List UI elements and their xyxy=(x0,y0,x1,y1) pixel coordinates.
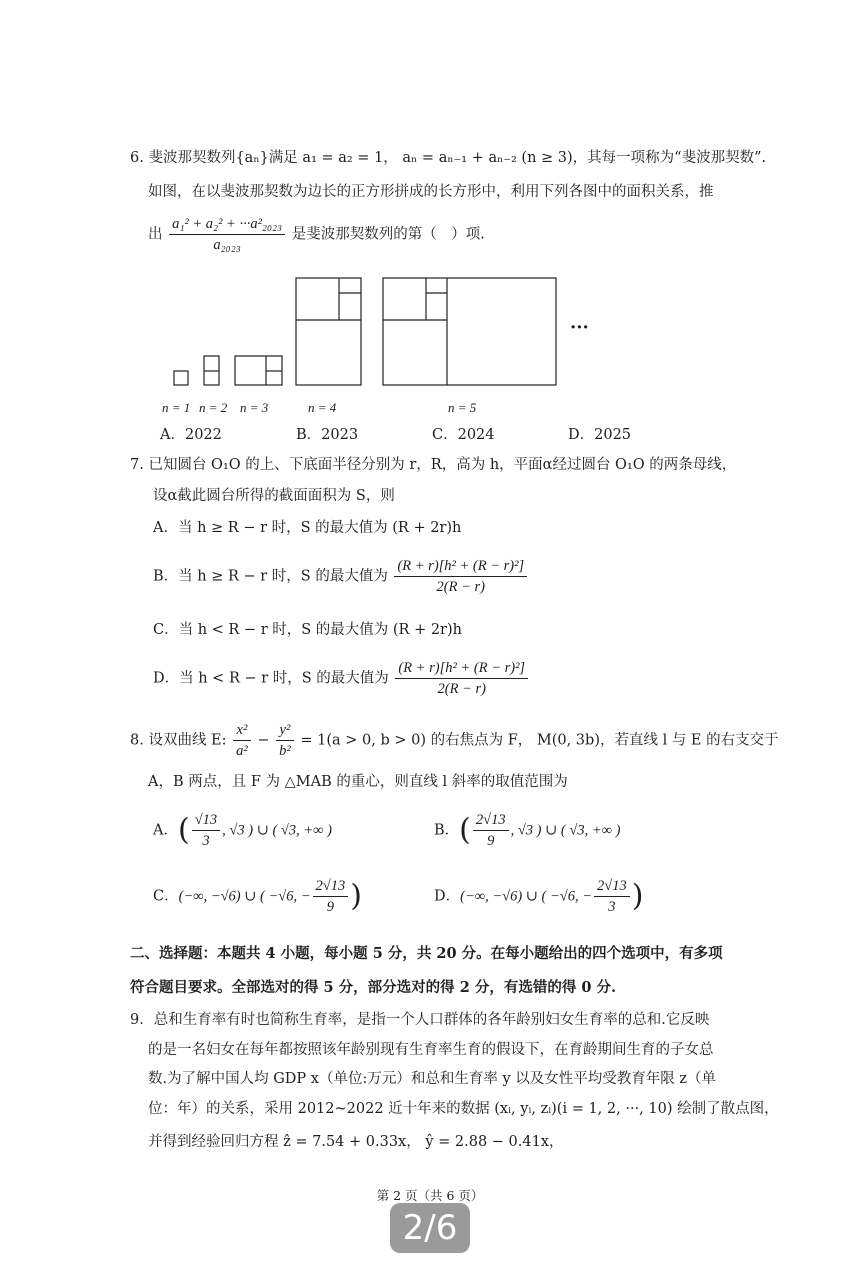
q6-option-b: B．2023 xyxy=(296,427,359,443)
figure-label-n4: n = 4 xyxy=(308,400,337,415)
figure-label-n5: n = 5 xyxy=(448,400,477,415)
q9-line-2: 的是一名妇女在每年都按照该年龄别现有生育率生育的假设下，在育龄期间生育的子女总 xyxy=(148,1042,714,1058)
q8-option-d-prefix: (−∞, −√6) ∪ ( −√6, − xyxy=(460,888,593,905)
q8-option-c-numerator: 2√13 xyxy=(313,876,349,897)
q8-y-fraction xyxy=(276,720,294,761)
q7-option-d-numerator: (R + r)[h² + (R − r)²] xyxy=(395,658,528,679)
page-indicator-badge: 2/6 xyxy=(390,1203,470,1253)
q8-option-b-numerator: 2√13 xyxy=(473,810,509,831)
q8-option-d: D．(−∞, −√6) ∪ ( −√6, − $\frac{2√13}{3}$ ) xyxy=(434,878,644,915)
q8-option-c-label: C． xyxy=(153,888,179,905)
figure-n5-rect xyxy=(383,278,556,385)
q8-option-c-fraction xyxy=(313,876,349,917)
q8-option-c: C．(−∞, −√6) ∪ ( −√6, − $\frac{2√13}{9}$ ) xyxy=(153,878,362,915)
q8-option-d-label: D． xyxy=(434,888,461,905)
q8-x-numerator: x² xyxy=(233,720,251,741)
q8-line-2: A，B 两点，且 F 为 △MAB 的重心，则直线 l 斜率的取值范围为 xyxy=(148,774,568,790)
q6-line-3 xyxy=(148,214,485,255)
q7-option-b-text: B．当 h ≥ R − r 时，S 的最大值为 xyxy=(153,568,388,585)
q7-option-d-denominator: 2(R − r) xyxy=(437,681,486,697)
q8-line-1-suffix: = 1(a > 0, b > 0) 的右焦点为 F， M(0, 3b)，若直线 l 与 E 的右支交于 xyxy=(300,732,779,749)
q7-option-d-text: D．当 h < R − r 时，S 的最大值为 xyxy=(153,670,389,687)
q7-line-2: 设α截此圆台所得的截面面积为 S，则 xyxy=(153,488,395,504)
q7-option-b-fraction xyxy=(394,556,527,597)
q7-option-d xyxy=(153,658,530,699)
figure-ellipsis: ··· xyxy=(570,317,589,338)
q9-line-5: 并得到经验回归方程 ẑ = 7.54 + 0.33x， ŷ = 2.88 − 0.41x， xyxy=(148,1134,564,1150)
figure-n4-rect xyxy=(296,278,361,385)
q6-option-d: D．2025 xyxy=(568,427,632,443)
q8-option-d-numerator: 2√13 xyxy=(594,876,630,897)
q7-option-a: A．当 h ≥ R − r 时，S 的最大值为 (R + 2r)h xyxy=(153,520,462,536)
q8-option-a-denominator: 3 xyxy=(202,833,210,849)
q8-x-fraction xyxy=(233,720,251,761)
q9-line-3: 数.为了解中国人均 GDP x（单位:万元）和总和生育率 y 以及女性平均受教育年限 z（单 xyxy=(148,1071,717,1087)
page-footer: 第 2 页（共 6 页） xyxy=(376,1188,484,1203)
q8-option-a-numerator: √13 xyxy=(192,810,220,831)
q8-option-c-prefix: (−∞, −√6) ∪ ( −√6, − xyxy=(178,888,311,905)
q9-line-1: 9．总和生育率有时也简称生育率，是指一个人口群体的各年龄别妇女生育率的总和.它反映 xyxy=(130,1012,710,1028)
q6-option-a: A．2022 xyxy=(160,427,222,443)
q8-option-d-denominator: 3 xyxy=(608,899,616,915)
q8-y-numerator: y² xyxy=(276,720,294,741)
q8-option-c-denominator: 9 xyxy=(326,899,334,915)
q8-y-denominator: b² xyxy=(279,743,291,759)
q8-option-b: B．( $\frac{2√13}{9}$ , √3 ) ∪ ( √3, +∞ ) xyxy=(434,812,621,849)
q8-line-1-prefix: 8. 设双曲线 E: xyxy=(130,732,227,749)
q6-fraction-numerator: a₁² + a₂² + ···a²₂₀₂₃ xyxy=(169,214,285,235)
section-2-heading-line-1: 二、选择题：本题共 4 小题，每小题 5 分，共 20 分。在每小题给出的四个选项中，有多项 xyxy=(130,945,723,962)
q8-option-b-fraction xyxy=(473,810,509,851)
figure-label-n3: n = 3 xyxy=(240,400,269,415)
q6-line-1: 6. 斐波那契数列{aₙ}满足 a₁ = a₂ = 1， aₙ = aₙ₋₁ + aₙ₋₂ (n ≥ 3)，其每一项称为“斐波那契数”. xyxy=(130,150,767,166)
q7-line-1: 7. 已知圆台 O₁O 的上、下底面半径分别为 r，R，高为 h，平面α经过圆台 O₁O 的两条母线， xyxy=(130,457,737,473)
q6-fraction-denominator: a₂₀₂₃ xyxy=(213,237,241,253)
q6-option-c: C．2024 xyxy=(432,427,495,443)
section-2-heading-line-2: 符合题目要求。全部选对的得 5 分，部分选对的得 2 分，有选错的得 0 分. xyxy=(130,979,617,996)
q8-option-b-rest: , √3 ) ∪ ( √3, +∞ ) xyxy=(510,822,621,839)
q6-line-3-prefix: 出 xyxy=(148,226,163,243)
q8-minus: − xyxy=(257,732,270,749)
q8-line-1 xyxy=(130,720,779,761)
q8-option-a-label: A． xyxy=(153,822,178,839)
q8-option-d-fraction xyxy=(594,876,630,917)
q7-option-b-numerator: (R + r)[h² + (R − r)²] xyxy=(394,556,527,577)
q8-option-a-fraction xyxy=(192,810,220,851)
q8-option-b-denominator: 9 xyxy=(487,833,495,849)
q8-option-a: A．( $\frac{√13}{3}$ , √3 ) ∪ ( √3, +∞ ) xyxy=(153,812,332,849)
figure-label-n2: n = 2 xyxy=(199,400,228,415)
q7-option-b xyxy=(153,556,529,597)
q8-x-denominator: a² xyxy=(236,743,248,759)
q7-option-d-fraction xyxy=(395,658,528,699)
figure-label-n1: n = 1 xyxy=(162,400,191,415)
q7-option-c: C．当 h < R − r 时，S 的最大值为 (R + 2r)h xyxy=(153,622,462,638)
figure-n1-square xyxy=(174,371,188,385)
q6-line-2: 如图，在以斐波那契数为边长的正方形拼成的长方形中，利用下列各图中的面积关系，推 xyxy=(148,184,714,200)
q9-line-4: 位：年）的关系，采用 2012~2022 近十年来的数据 (xᵢ, yᵢ, zᵢ)(i = 1, 2, ···, 10) 绘制了散点图， xyxy=(148,1101,779,1117)
q8-option-b-label: B． xyxy=(434,822,460,839)
q7-option-b-denominator: 2(R − r) xyxy=(436,579,485,595)
q6-line-3-suffix: 是斐波那契数列的第（ ）项. xyxy=(291,226,485,243)
q6-fraction xyxy=(169,214,285,255)
q8-option-a-rest: , √3 ) ∪ ( √3, +∞ ) xyxy=(222,822,332,839)
